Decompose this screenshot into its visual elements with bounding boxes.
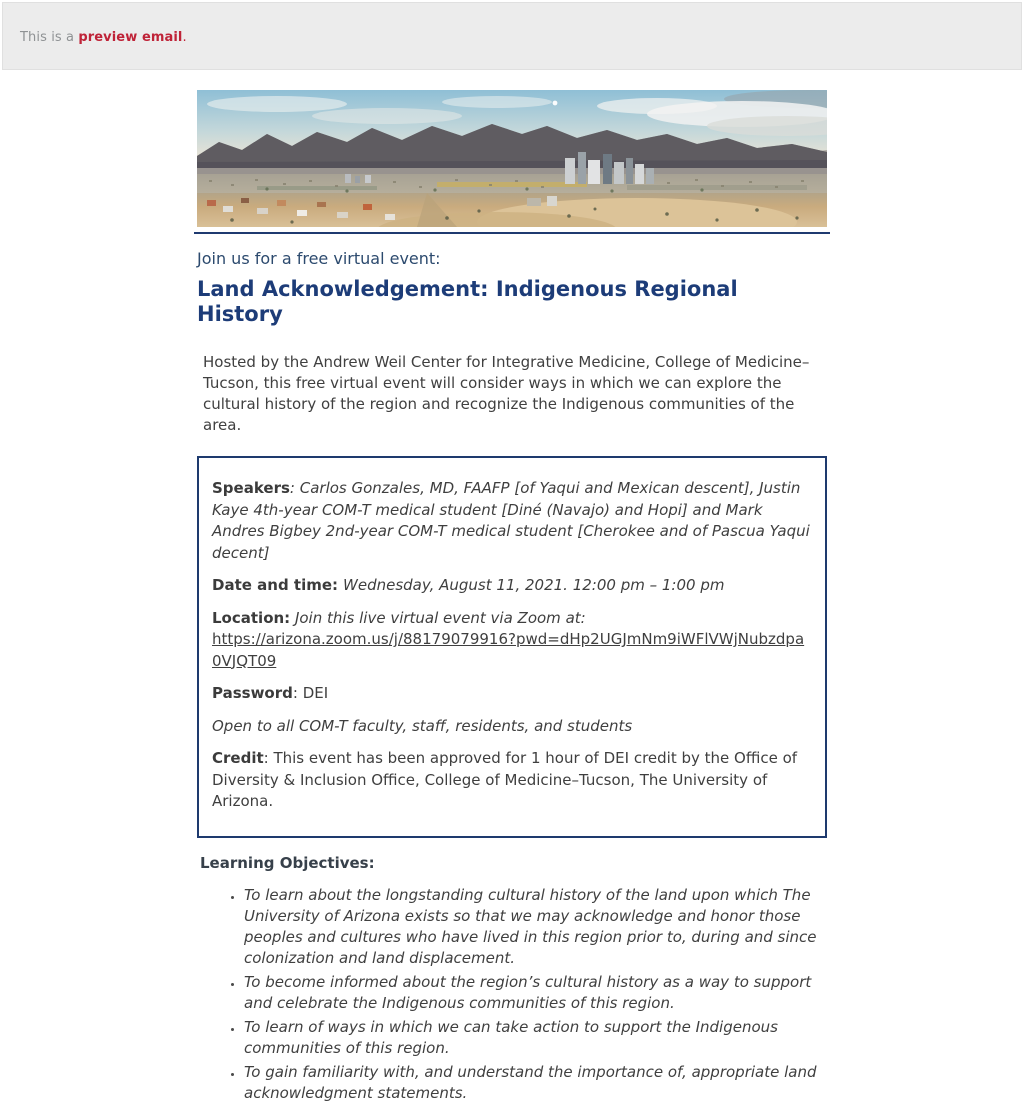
password-text: : DEI [292,684,329,702]
email-body [197,90,827,1104]
learning-objective-item: • To learn about the longstanding cultural history of the land upon which The University of Arizona exists so that we may acknowledge and honor those peoples and cultures who have lived in this region prior to, during and since colonization and land displacement. [244,885,827,969]
learning-objective-item: • To learn of ways in which we can take action to support the Indigenous communities of this region. [244,1017,827,1059]
preview-banner-period: . [182,30,187,45]
learning-objective-item: • To become informed about the region’s cultural history as a way to support and celebrate the Indigenous communities of this region. [244,972,827,1014]
password-line [212,683,812,705]
open-to-line: Open to all COM-T faculty, staff, residents, and students [212,716,633,735]
credit-label: Credit [212,749,264,767]
divider-rule [194,232,830,234]
datetime-line [212,575,812,597]
hero-image-tucson-skyline [197,90,827,227]
location-label: Location: [212,608,291,627]
hero-foreground [197,193,827,227]
datetime-label: Date and time: [212,576,339,594]
location-line [212,608,812,673]
preview-banner-highlight: preview email [78,30,183,45]
location-text: Join this live virtual event via Zoom at: [290,608,586,627]
credit-line [212,748,812,813]
learning-objectives-list [197,885,827,1104]
event-intro: Join us for a free virtual event: [197,249,441,268]
credit-text: : This event has been approved for 1 hour of DEI credit by the Office of Diversity & Inclusion Office, College of Medicine–Tucson, The University of Arizona. [212,749,798,810]
event-description: Hosted by the Andrew Weil Center for Integrative Medicine, College of Medicine–Tucson, this free virtual event will consider ways in which we can explore the cultural history of the region and recognize the Indigenous communities of the area. [203,353,810,434]
preview-banner [2,2,1022,70]
zoom-meeting-link[interactable]: https://arizona.zoom.us/j/88179079916?pwd=dHp2UGJmNm9iWFlVWjNubzdpa0VJQT09 [212,630,805,670]
learning-objectives-heading: Learning Objectives: [200,853,375,872]
datetime-text: Wednesday, August 11, 2021. 12:00 pm – 1:00 pm [343,576,725,594]
speakers-text: : Carlos Gonzales, MD, FAAFP [of Yaqui and Mexican descent], Justin Kaye 4th-year COM-T medical student [Diné (Navajo) and Hopi] and Mark Andres Bigbey 2nd-year COM-T medical student [Cherokee and of Pascua Yaqui decent] [212,479,810,562]
page-title: Land Acknowledgement: Indigenous Regional History [197,277,738,326]
learning-objective-item: • To gain familiarity with, and understand the importance of, appropriate land acknowledgment statements. [244,1062,827,1104]
event-details-box [197,456,827,838]
speakers-label: Speakers [212,479,290,497]
password-label: Password [212,684,293,702]
speakers-line [212,478,812,564]
preview-banner-text: This is a [20,30,79,45]
